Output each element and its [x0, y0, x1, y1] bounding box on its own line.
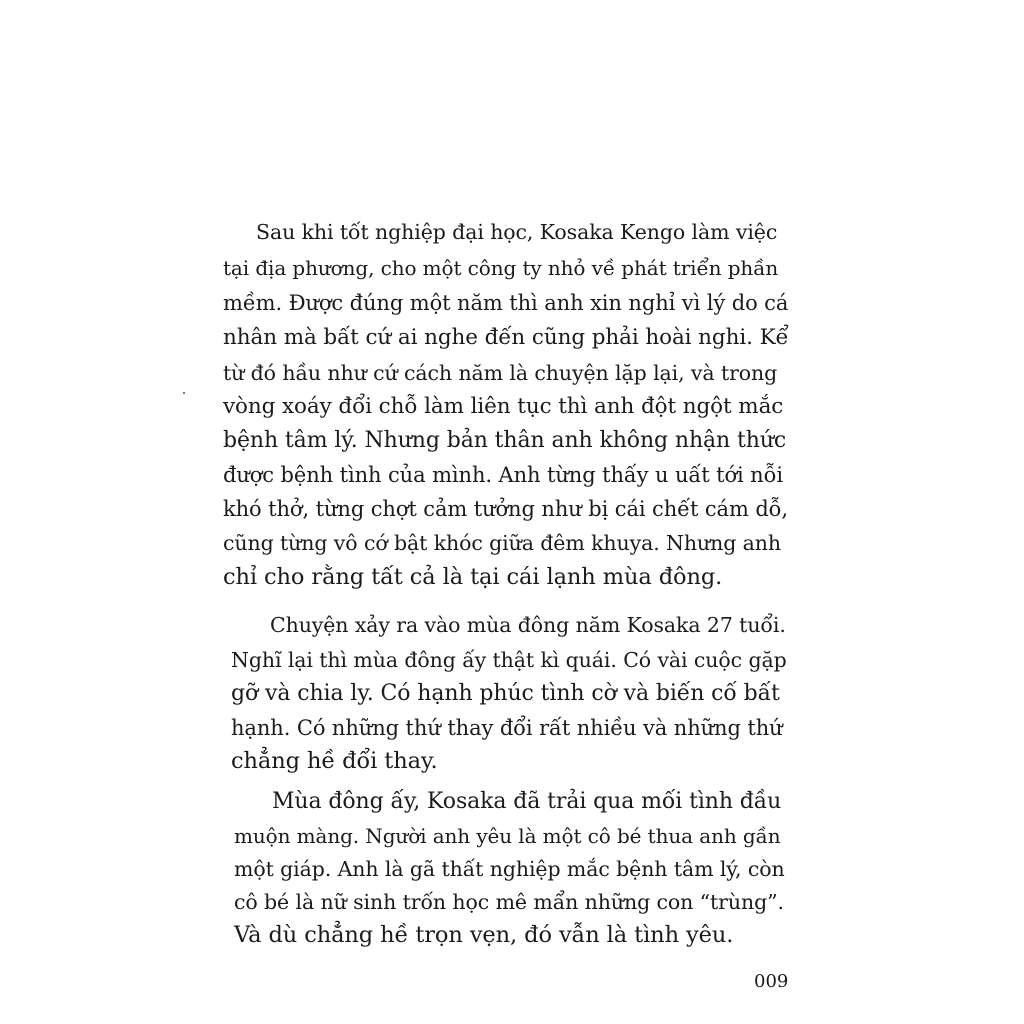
paragraph-1-line-11: chỉ cho rằng tất cả là tại cái lạnh mùa đông. [223, 564, 723, 590]
paragraph-1-line-2: tại địa phương, cho một công ty nhỏ về phát triển phần [223, 256, 779, 280]
paragraph-1-line-1: Sau khi tốt nghiệp đại học, Kosaka Kengo làm việc [256, 220, 778, 244]
paragraph-1-line-6: vòng xoáy đổi chỗ làm liên tục thì anh đột ngột mắc [223, 394, 784, 419]
paragraph-1-line-7: bệnh tâm lý. Nhưng bản thân anh không nhận thức [223, 428, 787, 453]
paragraph-3-line-2: muộn màng. Người anh yêu là một cô bé thua anh gần [234, 824, 781, 848]
paragraph-2-line-3: gỡ và chia ly. Có hạnh phúc tình cờ và biến cố bất [231, 681, 780, 706]
paragraph-1-line-5: từ đó hầu như cứ cách năm là chuyện lặp lại, và trong [223, 361, 778, 385]
paragraph-1-line-3: mềm. Được đúng một năm thì anh xin nghỉ vì lý do cá [223, 291, 789, 315]
speck-mark [183, 392, 185, 394]
paragraph-2-line-2: Nghĩ lại thì mùa đông ấy thật kì quái. Có vài cuộc gặp [231, 648, 787, 672]
paragraph-1-line-4: nhân mà bất cứ ai nghe đến cũng phải hoài nghi. Kể [223, 325, 789, 350]
paragraph-3-line-3: một giáp. Anh là gã thất nghiệp mắc bệnh tâm lý, còn [234, 857, 785, 881]
paragraph-1-line-8: được bệnh tình của mình. Anh từng thấy u uất tới nỗi [223, 463, 783, 487]
paragraph-2-line-4: hạnh. Có những thứ thay đổi rất nhiều và những thứ [231, 716, 783, 740]
paragraph-2-line-5: chẳng hề đổi thay. [231, 748, 438, 774]
paragraph-3-line-4: cô bé là nữ sinh trốn học mê mẩn những con “trùng”. [234, 890, 784, 914]
paragraph-3-line-1: Mùa đông ấy, Kosaka đã trải qua mối tình đầu [272, 789, 782, 814]
page-number: 009 [754, 971, 789, 992]
paragraph-1-line-10: cũng từng vô cớ bật khóc giữa đêm khuya. Nhưng anh [223, 531, 781, 555]
paragraph-1-line-9: khó thở, từng chợt cảm tưởng như bị cái chết cám dỗ, [223, 497, 789, 521]
paragraph-3-line-5: Và dù chẳng hề trọn vẹn, đó vẫn là tình yêu. [234, 922, 734, 948]
paragraph-2-line-1: Chuyện xảy ra vào mùa đông năm Kosaka 27 tuổi. [270, 613, 786, 637]
